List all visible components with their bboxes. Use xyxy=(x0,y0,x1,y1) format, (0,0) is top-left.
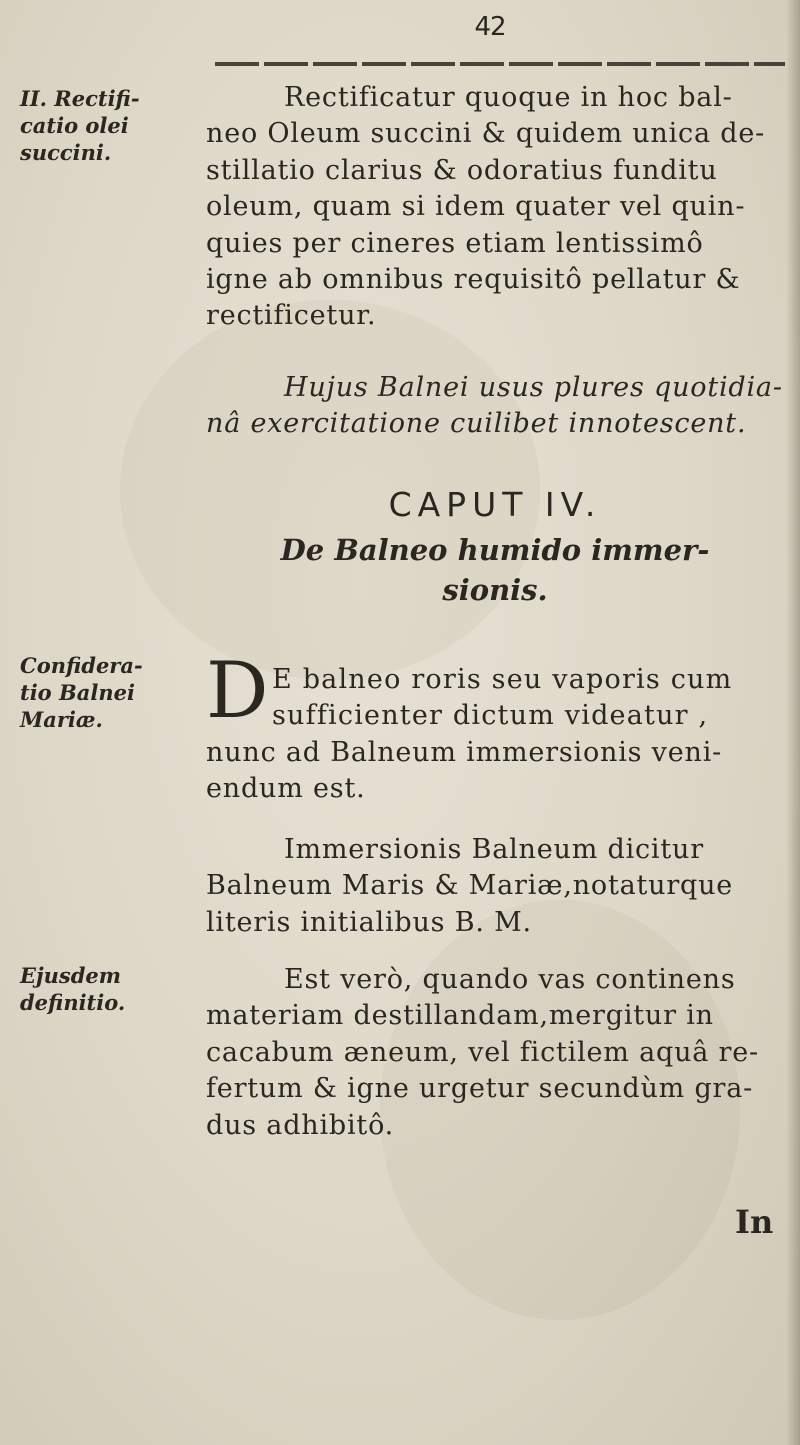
margin-note-definition xyxy=(20,962,195,1016)
text-line: materiam destillandam,mergitur in xyxy=(206,1000,714,1032)
page-number: 42 xyxy=(474,12,506,42)
text-line: neo Oleum succini & quidem unica de- xyxy=(206,118,766,150)
margin-note-line: definitio. xyxy=(20,990,126,1015)
chapter-title xyxy=(206,530,784,610)
margin-note-line: succini. xyxy=(20,140,112,165)
margin-note-consideration xyxy=(20,652,195,733)
text-line: stillatio clarius & odoratius funditu xyxy=(206,154,718,186)
catchword: In xyxy=(735,1203,774,1241)
paragraph-rectification xyxy=(206,80,784,335)
margin-note-line: II. Rectifi- xyxy=(20,86,140,111)
margin-note-rectification xyxy=(20,85,195,166)
text-line: literis initialibus B. M. xyxy=(206,906,532,938)
text-line: endum est. xyxy=(206,773,366,805)
paragraph-immersion xyxy=(206,832,784,941)
text-line: nâ exercitatione cuilibet innotescent. xyxy=(206,408,747,440)
text-line: Est verò, quando vas continens xyxy=(284,964,736,995)
page-edge-shadow xyxy=(786,0,800,1445)
margin-note-line: Mariæ. xyxy=(20,707,103,732)
text-line: Rectificatur quoque in hoc bal- xyxy=(284,82,733,113)
paragraph-definition xyxy=(206,962,784,1144)
text-line: nunc ad Balneum immersionis veni- xyxy=(206,736,723,768)
text-line: Hujus Balnei usus plures quotidia- xyxy=(284,372,783,403)
text-line: fertum & igne urgetur secundùm gra- xyxy=(206,1073,754,1105)
header-rule xyxy=(215,62,785,66)
text-line: E balneo roris seu vaporis cum xyxy=(272,664,733,695)
margin-note-line: catio olei xyxy=(20,113,129,138)
text-line: igne ab omnibus requisitô pellatur & xyxy=(206,264,741,296)
text-line: sufficienter dictum videatur , xyxy=(272,700,709,732)
text-line: Immersionis Balneum dicitur xyxy=(284,834,704,865)
paragraph-usus xyxy=(206,370,784,443)
margin-note-line: Confidera- xyxy=(20,653,143,678)
paragraph-intro xyxy=(206,662,784,808)
text-line: dus adhibitô. xyxy=(206,1109,395,1141)
text-line: quies per cineres etiam lentissimô xyxy=(206,227,704,259)
drop-cap: D xyxy=(206,646,269,736)
text-line: oleum, quam si idem quater vel quin- xyxy=(206,191,746,223)
text-line: rectificetur. xyxy=(206,300,377,332)
text-line: cacabum æneum, vel fictilem aquâ re- xyxy=(206,1036,759,1068)
margin-note-line: Ejusdem xyxy=(20,963,121,988)
chapter-title-line: De Balneo humido immer- xyxy=(280,533,710,567)
chapter-title-line: sionis. xyxy=(442,573,548,607)
chapter-number: CAPUT IV. xyxy=(388,485,602,524)
margin-note-line: tio Balnei xyxy=(20,680,135,705)
text-line: Balneum Maris & Mariæ,notaturque xyxy=(206,870,734,902)
